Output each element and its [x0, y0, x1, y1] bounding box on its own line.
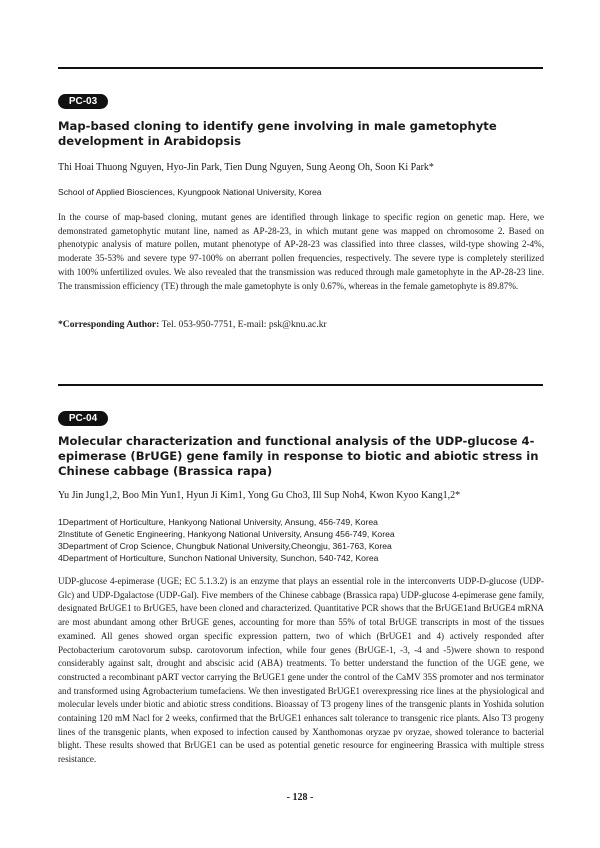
abstract-id-badge: PC-04: [58, 411, 108, 426]
author-names: Yu Jin Jung1,2, Boo Min Yun1, Hyun Ji Kim1, Yong Gu Cho3, Ill Sup Noh4, Kwon Kyoo Kang1,2*: [58, 490, 461, 501]
affiliation: 4Department of Horticulture, Sunchon National University, Sunchon, 540-742, Korea: [58, 553, 379, 563]
top-rule: [58, 67, 543, 69]
corresponding-contact: Tel. 053-950-7751, E-mail: psk@knu.ac.kr: [161, 319, 327, 330]
section-rule: [58, 384, 543, 386]
author-list: [58, 161, 544, 174]
affiliation: 2Institute of Genetic Engineering, Hankyong National University, Ansung 456-749, Korea: [58, 529, 395, 539]
affiliation: School of Applied Biosciences, Kyungpook National University, Korea: [58, 187, 322, 197]
page-number: - 128 -: [286, 792, 314, 803]
abstract-body: In the course of map-based cloning, mutant genes are identified through linkage to specific region on genetic map. Here, we demonstrated gametophytic mutant line, named as AP-28-23, in which mutant gene was mapped on chromosome 2. Based on phenotypic analysis of mature pollen, mutant phenotype of AP-28-23 was classified into three classes, wild-type showing 2-4%, moderate 35-53% and severe type 97-100% on aberrant pollen frequencies, respectively. The severe type is completely sterilized with 100% unfertilized ovules. We also revealed that the transmission was reduced through male gametophyte in the AP-28-23 line. The transmission efficiency (TE) through the male gametophyte is only 0.67%, whereas in the female gametophyte is 89.87%.: [58, 212, 544, 291]
abstract-body: UDP-glucose 4-epimerase (UGE; EC 5.1.3.2) is an enzyme that plays an essential role in the interconverts UDP-D-glucose (UDP-Glc) and UDP-Dgalactose (UDP-Gal). Five members of the Chinese cabbage (Brassica rapa) UDP-glucose 4-epimerase gene family, designated BrUGE1 to BrUGE5, have been cloned and characterized. Quantitative PCR shows that the BrUGE1and BrUGE4 mRNA are most abundant among other BrUGE genes, accounting for more than 55% of total BrUGE transcripts in most of the tissues examined. All genes showed organ specific expression pattern, two of which (BrUGE1 and 4) actively responded after Pectobacterium carotovorum subsp. carotovorum infection, while four genes (BrUGE-1, -3, -4 and -5)were shown to respond considerably against salt, drought and abscisic acid (ABA) treatments. To better understand the function of the UGE gene, we constructed a recombinant pART vector carrying the BrUGE1 gene under the control of the CaMV 35S promoter and nos terminator and transformed using Agrobacterium tumefaciens. We then investigated BrUGE1 overexpressing rice lines at the physiological and molecular levels under biotic and abiotic stress conditions. Bioassay of T3 progeny lines of the transgenic plants in Yoshida solution containing 120 mM Nacl for 2 weeks, confirmed that the BrUGE1 enhances salt tolerance to transgenic rice plants. Also T3 progeny lines of the transgenic plants, when exposed to infection caused by Xanthomonas oryzae pv oryzae, showed tolerance to bacterial blight. These results showed that BrUGE1 can be used as potential genetic resource for engineering Brassica with multiple stress resistance.: [58, 576, 544, 765]
corresponding-label: *Corresponding Author:: [58, 319, 160, 330]
affiliation: 3Department of Crop Science, Chungbuk National University,Cheongju, 361-763, Korea: [58, 541, 392, 551]
author-names: Thi Hoai Thuong Nguyen, Hyo-Jin Park, Tien Dung Nguyen, Sung Aeong Oh, Soon Ki Park*: [58, 162, 434, 173]
abstract-title: Map-based cloning to identify gene involving in male gametophyte development in Arabidopsis: [58, 119, 497, 148]
affiliation: 1Department of Horticulture, Hankyong National University, Ansung, 456-749, Korea: [58, 517, 378, 527]
corresponding-author: [58, 318, 544, 331]
abstract-id-badge: PC-03: [58, 94, 108, 109]
author-list: [58, 489, 544, 502]
abstract-title: Molecular characterization and functional analysis of the UDP-glucose 4-epimerase (BrUGE) gene family in response to biotic and abiotic stress in Chinese cabbage (Brassica rapa): [58, 434, 539, 478]
